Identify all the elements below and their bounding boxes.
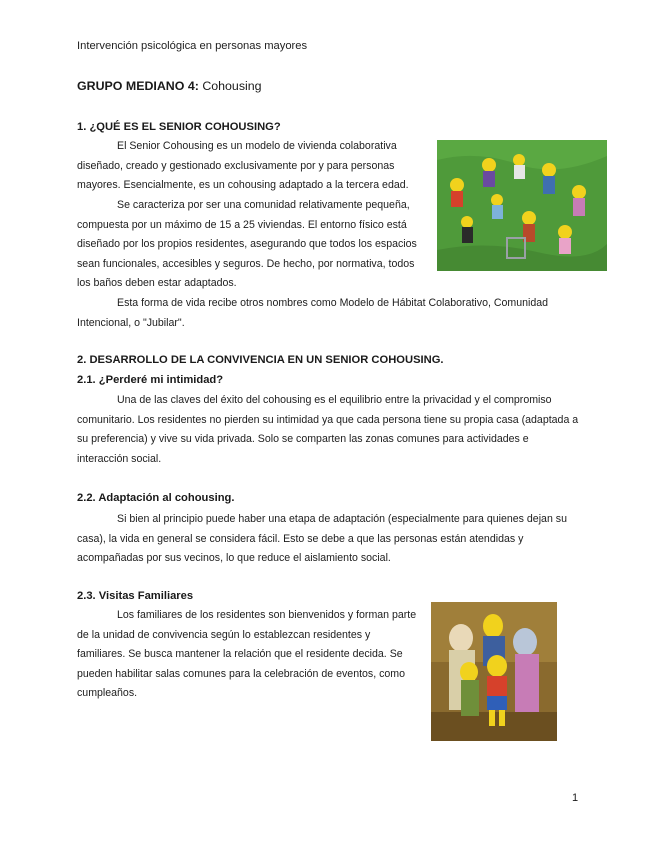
section1-paragraph-1: El Senior Cohousing es un modelo de vivienda colaborativa diseñado, creado y gestionado exclusivamente por y para personas mayores. Esencialmente, es un cohousing adaptado a la tercera edad. [77, 140, 409, 192]
subsection-2-1-text: Una de las claves del éxito del cohousing es el equilibrio entre la privacidad y el compromiso comunitario. Los residentes no pierden su intimidad ya que cada persona tiene su propia casa (adaptada a su preferencia) y vive su vida privada. Solo se comparten las zonas comunes para actividades e interacción social. [77, 394, 579, 465]
subsection-2-3-text: Los familiares de los residentes son bienvenidos y forman parte de la unidad de convivencia según lo establezcan residentes y familiares. Se busca mantener la relación que el residente decida. Se pueden habilitar salas comunes para la celebración de eventos, como cumpleaños. [77, 609, 417, 700]
subsection-2-1-heading: 2.1. ¿Perderé mi intimidad? [77, 374, 224, 386]
family-visit-illustration [431, 602, 557, 741]
section2-heading: 2. DESARROLLO DE LA CONVIVENCIA EN UN SENIOR COHOUSING. [77, 354, 444, 366]
section1-paragraph-2: Se caracteriza por ser una comunidad relativamente pequeña, compuesta por un máximo de 15 a 25 viviendas. El entorno físico está diseñado por los propios residentes, asegurando que todos los espacios sean funcionales, accesibles y seguros. De hecho, por normativa, todos los baños deben estar adaptados. [77, 199, 417, 290]
section1-heading: 1. ¿QUÉ ES EL SENIOR COHOUSING? [77, 121, 281, 133]
subsection-2-2-text: Si bien al principio puede haber una etapa de adaptación (especialmente para quienes dejan su casa), la vida en general se considera fácil. Esto se debe a que las personas están atendidas y acompañadas por sus vecinos, lo que reduce el aislamiento social. [77, 513, 567, 565]
title-subtitle: Cohousing [202, 79, 262, 93]
page-number: 1 [572, 792, 579, 804]
running-header: Intervención psicológica en personas mayores [77, 40, 308, 52]
section1-paragraph-3: Esta forma de vida recibe otros nombres como Modelo de Hábitat Colaborativo, Comunidad Intencional, o "Jubilar". [77, 297, 549, 329]
document-title [77, 79, 262, 93]
seniors-running-illustration [437, 140, 607, 271]
title-label: GRUPO MEDIANO 4: [77, 79, 199, 93]
subsection-2-3-heading: 2.3. Visitas Familiares [77, 590, 194, 602]
subsection-2-2-heading: 2.2. Adaptación al cohousing. [77, 492, 235, 504]
